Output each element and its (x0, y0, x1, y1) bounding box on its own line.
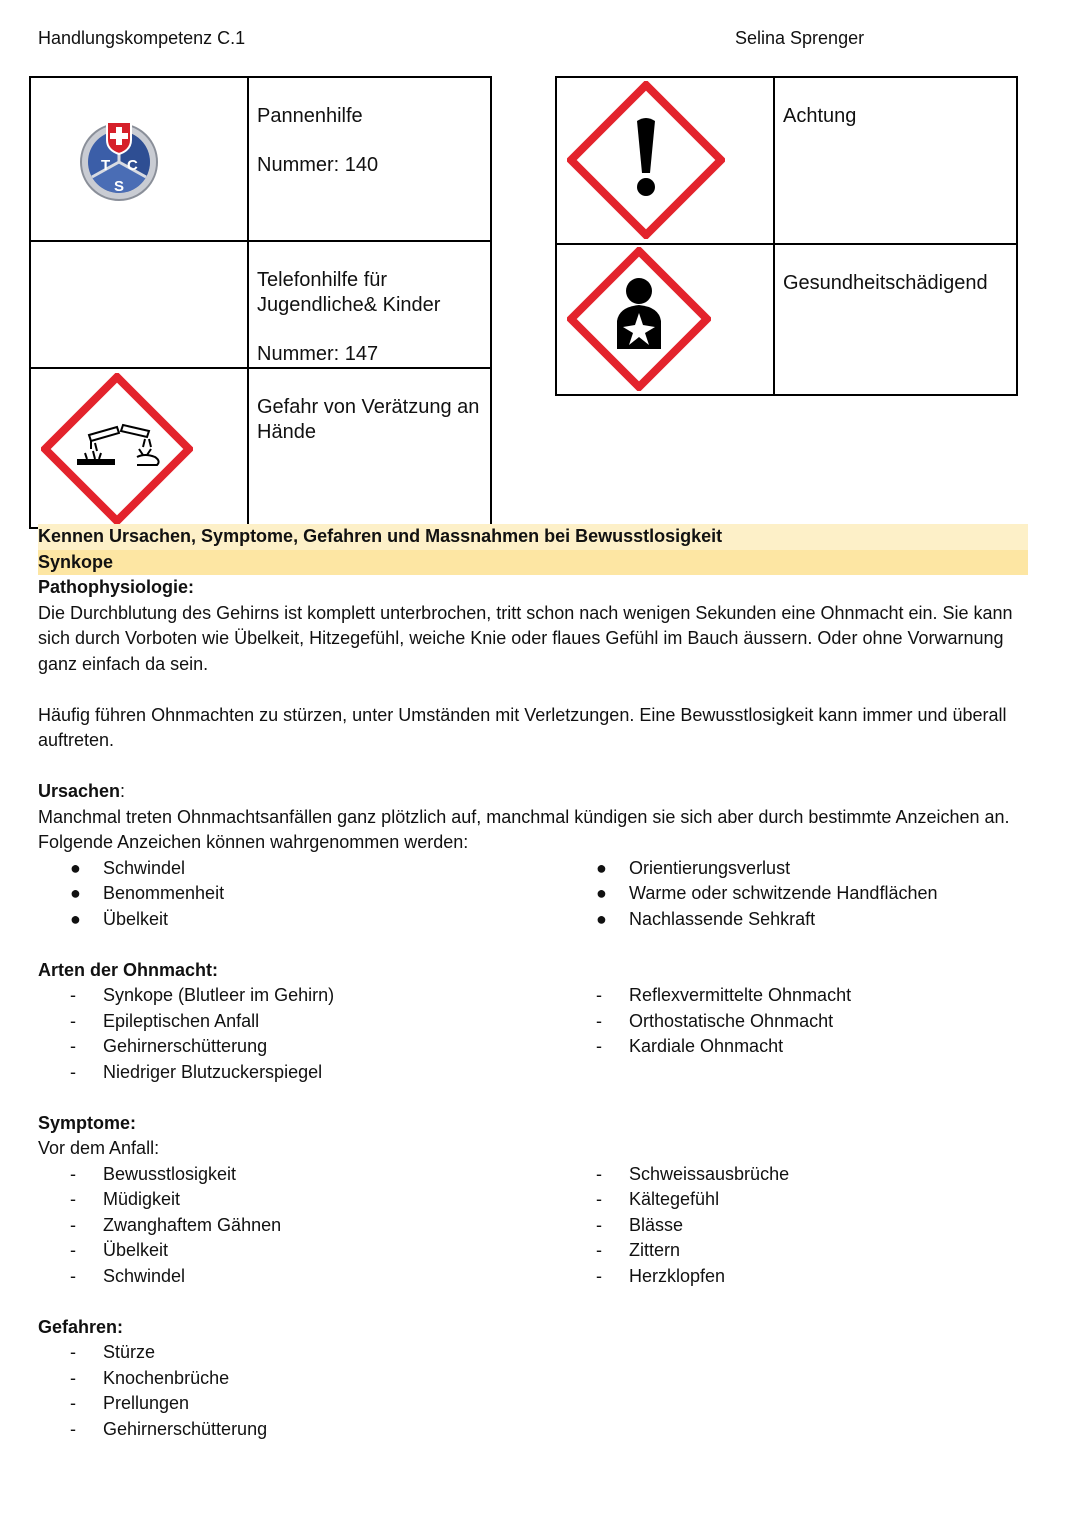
section-title: Kennen Ursachen, Symptome, Gefahren und Massnahmen bei Bewusstlosigkeit (38, 524, 1028, 550)
list-item: ● Orientierungsverlust (596, 857, 791, 878)
health-hazard-icon-cell (556, 244, 774, 395)
pathophysiology-heading: Pathophysiologie: (38, 577, 195, 597)
roadside-assistance-label: Pannenhilfe (257, 105, 363, 127)
types-list-right (564, 983, 1024, 1060)
list-item: - Müdigkeit (70, 1189, 181, 1209)
list-item: - Stürze (70, 1342, 156, 1362)
list-item: - Zwanghaftem Gähnen (70, 1214, 282, 1235)
tcs-logo-letter-c: C (127, 157, 138, 174)
types-columns (38, 983, 1028, 1085)
types-list-left (38, 983, 564, 1085)
corrosion-warning-cell (248, 368, 491, 528)
hazard-symbols-table (555, 76, 1018, 396)
list-item: - Reflexvermittelte Ohnmacht (596, 985, 852, 1005)
list-item: - Herzklopfen (596, 1265, 726, 1286)
exclamation-hazard-icon (567, 81, 725, 239)
document-header-author: Selina Sprenger (735, 28, 865, 48)
causes-heading-colon: : (120, 781, 126, 801)
emergency-numbers-table (29, 76, 492, 529)
dangers-list (38, 1340, 1028, 1442)
youth-helpline-cell (248, 241, 491, 368)
list-item: - Bewusstlosigkeit (70, 1163, 237, 1184)
health-hazard-icon (567, 247, 711, 391)
list-item: - Übelkeit (70, 1240, 169, 1260)
causes-paragraph: Manchmal treten Ohnmachtsanfällen ganz plötzlich auf, manchmal kündigen sie sich aber durch bestimmte Anzeichen an. Folgende Anzeichen können wahrgenommen werden: (38, 806, 1010, 852)
harmful-to-health-cell (774, 244, 1017, 395)
list-item: - Kältegefühl (596, 1189, 720, 1209)
signs-list-right (564, 856, 1024, 933)
list-item: - Gehirnerschütterung (70, 1036, 268, 1056)
list-item: - Blässe (596, 1214, 684, 1235)
tcs-logo-cell (30, 77, 248, 241)
corrosive-hazard-icon (41, 373, 193, 525)
document-header-subject: Handlungskompetenz C.1 (38, 28, 246, 48)
signs-columns (38, 856, 1028, 933)
list-item: ● Benommenheit (70, 883, 225, 903)
pathophysiology-paragraph-1: Die Durchblutung des Gehirns ist komplett unterbrochen, tritt schon nach wenigen Sekunden eine Ohnmacht ein. Sie kann sich durch Vorboten wie Übelkeit, Hitzegefühl, weiche Knie oder flaues Gefühl im Bauch äussern. Oder ohne Vorwarnung ganz einfach da sein. (38, 602, 1013, 674)
tcs-logo-letter-t: T (101, 157, 111, 174)
list-item: - Knochenbrüche (70, 1367, 230, 1388)
symptoms-heading: Symptome: (38, 1112, 137, 1133)
list-item: - Niedriger Blutzuckerspiegel (70, 1061, 323, 1082)
symptoms-columns (38, 1162, 1028, 1290)
youth-helpline-number: Nummer: 147 (257, 343, 379, 365)
caution-label: Achtung (783, 105, 857, 127)
list-item: - Epileptischen Anfall (70, 1010, 260, 1031)
pathophysiology-paragraph-2: Häufig führen Ohnmachten zu stürzen, unter Umständen mit Verletzungen. Eine Bewusstlosigkeit kann immer und überall auftreten. (38, 704, 1007, 750)
caution-cell (774, 77, 1017, 244)
harmful-to-health-label: Gesundheitschädigend (783, 272, 988, 294)
corrosive-icon-cell (30, 368, 248, 528)
exclamation-icon-cell (556, 77, 774, 244)
empty-icon-cell (30, 241, 248, 368)
list-item: - Schweissausbrüche (596, 1163, 790, 1184)
section-subtitle: Synkope (38, 550, 1028, 576)
signs-list-left (38, 856, 564, 933)
list-item: - Synkope (Blutleer im Gehirn) (70, 985, 335, 1005)
list-item: - Orthostatische Ohnmacht (596, 1010, 834, 1031)
list-item: - Prellungen (70, 1393, 190, 1413)
symptoms-list-left (38, 1162, 564, 1290)
causes-heading: Ursachen (38, 781, 121, 801)
list-item: ● Schwindel (70, 857, 186, 878)
types-heading: Arten der Ohnmacht: (38, 959, 219, 980)
list-item: - Schwindel (70, 1265, 186, 1286)
roadside-assistance-cell (248, 77, 491, 241)
symptoms-list-right (564, 1162, 1024, 1290)
causes-heading-line (38, 779, 1028, 805)
list-item: - Kardiale Ohnmacht (596, 1036, 784, 1056)
list-item: ● Nachlassende Sehkraft (596, 908, 816, 929)
corrosion-warning-text: Gefahr von Verätzung an Hände (257, 396, 480, 443)
symptoms-subheading: Vor dem Anfall: (38, 1138, 160, 1158)
list-item: - Gehirnerschütterung (70, 1418, 268, 1439)
youth-helpline-label: Telefonhilfe für Jugendliche& Kinder (257, 269, 441, 316)
tcs-logo-icon (79, 118, 159, 202)
list-item: - Zittern (596, 1240, 681, 1260)
dangers-heading: Gefahren: (38, 1316, 124, 1337)
tcs-logo-letter-s: S (114, 178, 125, 195)
list-item: ● Warme oder schwitzende Handflächen (596, 883, 938, 903)
roadside-assistance-number: Nummer: 140 (257, 154, 379, 176)
list-item: ● Übelkeit (70, 908, 169, 929)
main-content (38, 524, 1028, 1442)
